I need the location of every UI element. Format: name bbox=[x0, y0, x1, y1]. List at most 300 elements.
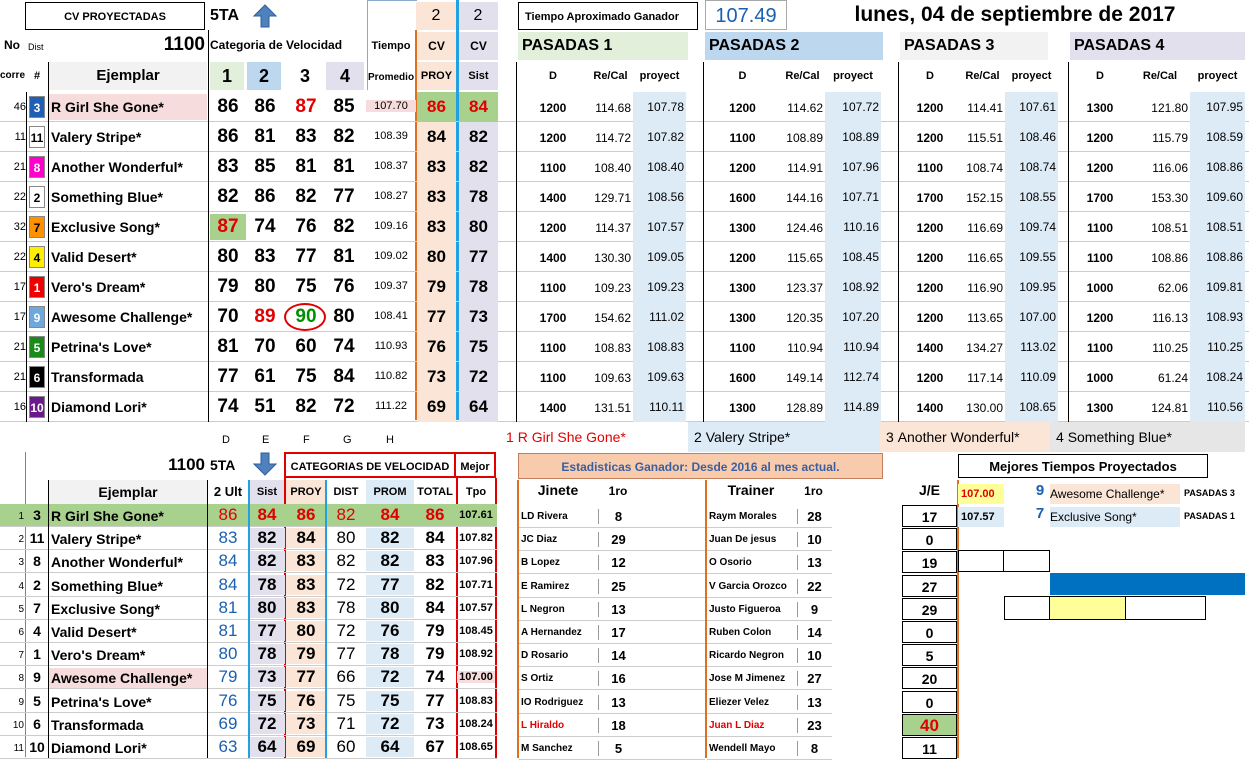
bottom-value-0: 82 bbox=[249, 551, 285, 571]
trainer-name: Raym Morales bbox=[709, 511, 777, 522]
pasada-proyect: 109.05 bbox=[633, 242, 686, 272]
je-value: 17 bbox=[902, 505, 957, 527]
pasada-proyect: 108.40 bbox=[633, 152, 686, 182]
pasadas-3-col-0: D bbox=[926, 70, 934, 82]
pasada-distance: 1600 bbox=[729, 191, 756, 205]
vline bbox=[26, 92, 27, 422]
pasada-recal: 114.62 bbox=[787, 101, 823, 115]
pasada-distance: 1300 bbox=[1086, 401, 1114, 415]
bottom-value-4: 84 bbox=[425, 598, 445, 617]
pasada-recal: 108.51 bbox=[1151, 221, 1188, 235]
row-index: 1 bbox=[18, 511, 24, 522]
trainer-name: Juan De jesus bbox=[709, 534, 777, 545]
horse-name[interactable]: Exclusive Song* bbox=[51, 219, 160, 235]
proy-value: 83 bbox=[417, 152, 456, 182]
pasada-proyect: 107.61 bbox=[1005, 92, 1058, 122]
pasada-distance: 1100 bbox=[539, 341, 567, 355]
cat-3-value: 90 bbox=[295, 306, 317, 327]
trainer-wins: 14 bbox=[797, 625, 831, 640]
horse-name[interactable]: Vero's Dream* bbox=[51, 279, 146, 295]
corre-value: 32 bbox=[13, 221, 26, 233]
pasada-recal: 116.13 bbox=[1152, 311, 1188, 325]
bottom-value-2: 82 bbox=[336, 551, 356, 570]
pasada-distance: 1100 bbox=[729, 131, 756, 145]
cat-4-value: 76 bbox=[333, 276, 355, 297]
cat-1-value: 80 bbox=[217, 246, 239, 267]
pasada-proyect: 110.16 bbox=[825, 212, 881, 242]
pasada-proyect: 110.25 bbox=[1190, 332, 1245, 362]
sist-value: 73 bbox=[459, 302, 498, 332]
pasada-recal: 110.25 bbox=[1152, 341, 1188, 355]
bottom-value-3: 72 bbox=[366, 667, 414, 687]
horse-name[interactable]: R Girl She Gone* bbox=[49, 94, 207, 120]
pasada-proyect: 109.63 bbox=[633, 362, 686, 392]
pasadas-2-col-0: D bbox=[738, 70, 747, 82]
pasada-distance: 1200 bbox=[1086, 311, 1114, 325]
je-header: J/E bbox=[918, 482, 940, 498]
cat-3-value: 75 bbox=[295, 276, 317, 297]
cat-2-value: 86 bbox=[254, 96, 276, 117]
bottom-value-2: 71 bbox=[336, 714, 356, 733]
cv-label-1: CV bbox=[417, 32, 456, 60]
cat-1-value: 79 bbox=[217, 276, 239, 297]
row-index: 6 bbox=[18, 627, 24, 638]
col-letter-f: F bbox=[303, 434, 310, 446]
cat-2-value: 81 bbox=[254, 126, 276, 147]
pasada-recal: 110.94 bbox=[787, 341, 823, 355]
pasada-proyect: 109.55 bbox=[1005, 242, 1058, 272]
best-pas-1: PASADAS 3 bbox=[1184, 488, 1235, 498]
ult2-value: 79 bbox=[218, 667, 238, 686]
pasadas-2-header: PASADAS 2 bbox=[705, 32, 883, 60]
highlight-circle bbox=[284, 303, 326, 331]
post-number: 5 bbox=[33, 693, 41, 709]
vline bbox=[325, 480, 327, 758]
pasada-recal: 113.65 bbox=[967, 311, 1003, 325]
cat-3-value: 77 bbox=[295, 246, 317, 267]
sist-value: 84 bbox=[459, 92, 498, 122]
sist-value: 82 bbox=[459, 122, 498, 152]
mejor-header: Mejor bbox=[456, 452, 496, 478]
pasada-recal: 108.89 bbox=[786, 131, 823, 145]
je-value: 5 bbox=[902, 644, 957, 666]
ult2-header: 2 Ult bbox=[213, 484, 243, 499]
pasadas-4-col-0: D bbox=[1096, 70, 1104, 82]
cat-3-value: 76 bbox=[295, 216, 317, 237]
no-label: No bbox=[4, 38, 20, 52]
corre-value: 22 bbox=[13, 191, 26, 203]
pasada-proyect: 109.60 bbox=[1190, 182, 1245, 212]
cat-1-value: 74 bbox=[217, 396, 239, 417]
jinete-wins: 8 bbox=[598, 509, 638, 524]
horse-name[interactable]: Something Blue* bbox=[51, 189, 164, 205]
pasada-proyect: 110.11 bbox=[633, 392, 686, 422]
bottom-value-1: 73 bbox=[286, 714, 326, 734]
pasada-proyect: 109.74 bbox=[1005, 212, 1058, 242]
best-name-1: Awesome Challenge* bbox=[1050, 484, 1180, 504]
corre-value: 21 bbox=[13, 161, 26, 173]
pasada-proyect: 109.81 bbox=[1190, 272, 1245, 302]
cat-2-value: 83 bbox=[254, 246, 276, 267]
pasada-proyect: 107.20 bbox=[825, 302, 881, 332]
trainer-name: Justo Figueroa bbox=[709, 604, 781, 615]
grid-cell bbox=[1004, 550, 1050, 572]
jinete-name: A Hernandez bbox=[521, 627, 582, 638]
bottom-value-1: 84 bbox=[286, 528, 326, 548]
jinete-name: L Hiraldo bbox=[521, 720, 565, 731]
jinete-name: D Rosario bbox=[521, 650, 569, 661]
row-index: 2 bbox=[18, 534, 24, 545]
proy-value: 80 bbox=[417, 242, 456, 272]
post-number: 9 bbox=[29, 306, 45, 328]
pasada-proyect: 107.82 bbox=[633, 122, 686, 152]
trainer-1ro-header: 1ro bbox=[804, 484, 823, 498]
best-time-1: 107.00 bbox=[958, 484, 1004, 504]
ult2-value: 69 bbox=[218, 714, 238, 733]
bottom-value-4: 67 bbox=[425, 737, 445, 756]
promedio-value: 109.16 bbox=[374, 220, 408, 232]
horse-name[interactable]: Valid Desert* bbox=[51, 624, 137, 640]
row-index: 11 bbox=[13, 743, 24, 754]
categoria-label: Categoria de Velocidad bbox=[210, 38, 343, 52]
cat-4-value: 82 bbox=[333, 126, 355, 147]
promedio-value: 107.70 bbox=[366, 100, 416, 112]
post-number: 8 bbox=[33, 553, 41, 569]
best-times-title: Mejores Tiempos Proyectados bbox=[958, 454, 1208, 478]
cat-1-value: 82 bbox=[217, 186, 239, 207]
stats-title: Estadisticas Ganador: Desde 2016 al mes actual. bbox=[518, 453, 883, 479]
horse-name[interactable]: Petrina's Love* bbox=[51, 339, 152, 355]
horse-name[interactable]: Transformada bbox=[51, 717, 144, 733]
pasada-distance: 1400 bbox=[539, 251, 567, 265]
cat-2-value: 85 bbox=[254, 156, 276, 177]
post-number: 8 bbox=[29, 156, 45, 178]
bottom-value-4: 79 bbox=[425, 621, 445, 640]
mejor-tpo-value: 107.61 bbox=[459, 509, 493, 521]
trainer-name: Ricardo Negron bbox=[709, 650, 785, 661]
je-value: 0 bbox=[902, 528, 957, 550]
post-number: 3 bbox=[33, 507, 41, 523]
horse-name[interactable]: Diamond Lori* bbox=[51, 740, 147, 756]
je-value: 40 bbox=[902, 714, 957, 736]
pasada-distance: 1200 bbox=[539, 221, 567, 235]
pasada-distance: 1400 bbox=[539, 191, 567, 205]
tpo-header: Tpo bbox=[465, 486, 487, 498]
horse-name[interactable]: Diamond Lori* bbox=[51, 399, 147, 415]
ult2-value: 84 bbox=[218, 575, 238, 594]
cat-2-value: 70 bbox=[254, 336, 276, 357]
bottom-value-2: 72 bbox=[336, 575, 356, 594]
pasadas-2-col-2: proyect bbox=[833, 70, 873, 82]
pasada-proyect: 107.78 bbox=[633, 92, 686, 122]
ult2-value: 86 bbox=[218, 505, 238, 524]
jinete-wins: 13 bbox=[598, 602, 638, 617]
promedio-value: 111.22 bbox=[374, 400, 407, 412]
bottom-col-3: PROM bbox=[366, 480, 414, 504]
cat-4-value: 85 bbox=[333, 96, 355, 117]
pasada-recal: 115.79 bbox=[1152, 131, 1188, 145]
pasada-recal: 108.83 bbox=[594, 341, 631, 355]
pasada-recal: 114.91 bbox=[787, 161, 823, 175]
pasadas-1-header: PASADAS 1 bbox=[518, 32, 688, 60]
cat-3-value: 82 bbox=[295, 186, 317, 207]
pasada-proyect: 108.92 bbox=[825, 272, 881, 302]
cat-3-value: 60 bbox=[295, 336, 317, 357]
pasada-proyect: 109.23 bbox=[633, 272, 686, 302]
ult2-value: 63 bbox=[218, 737, 238, 756]
ult2-value: 81 bbox=[218, 598, 238, 617]
horse-name[interactable]: Valid Desert* bbox=[51, 249, 137, 265]
pasada-proyect: 108.55 bbox=[1005, 182, 1058, 212]
corre-value: 17 bbox=[13, 281, 26, 293]
bottom-value-2: 60 bbox=[336, 737, 356, 756]
pasada-proyect: 108.65 bbox=[1005, 392, 1058, 422]
post-number: 2 bbox=[29, 186, 45, 208]
promedio-value: 109.02 bbox=[374, 250, 408, 262]
bottom-col-1: PROY bbox=[286, 480, 326, 504]
pasada-proyect: 107.96 bbox=[825, 152, 881, 182]
cat-2-header: 2 bbox=[247, 62, 281, 90]
pasada-proyect: 108.86 bbox=[1190, 152, 1245, 182]
post-number: 11 bbox=[29, 126, 45, 148]
pasada-distance: 1100 bbox=[539, 371, 567, 385]
arrow-down-icon bbox=[253, 452, 277, 476]
cat-2-value: 61 bbox=[254, 366, 276, 387]
bottom-value-3: 64 bbox=[366, 737, 414, 757]
pasada-recal: 130.00 bbox=[966, 401, 1003, 415]
pasada-recal: 131.51 bbox=[594, 401, 631, 415]
pasada-recal: 149.14 bbox=[786, 371, 823, 385]
post-number: 7 bbox=[33, 600, 41, 616]
pasada-distance: 1700 bbox=[916, 191, 944, 205]
sist-value: 78 bbox=[459, 272, 498, 302]
grid-cell bbox=[1126, 596, 1206, 620]
cat-4-value: 81 bbox=[333, 156, 355, 177]
pasada-proyect: 108.51 bbox=[1190, 212, 1245, 242]
horse-name[interactable]: Vero's Dream* bbox=[51, 647, 146, 663]
bottom-value-1: 80 bbox=[286, 621, 326, 641]
bottom-value-3: 75 bbox=[366, 691, 414, 711]
pasada-distance: 1300 bbox=[729, 401, 756, 415]
trainer-name: Ruben Colon bbox=[709, 627, 772, 638]
trainer-wins: 13 bbox=[797, 555, 831, 570]
sist-value: 82 bbox=[459, 152, 498, 182]
pasada-recal: 115.65 bbox=[787, 251, 823, 265]
pasadas-3-header: PASADAS 3 bbox=[900, 32, 1048, 60]
pasada-distance: 1300 bbox=[729, 281, 756, 295]
trainer-wins: 8 bbox=[797, 741, 831, 756]
bottom-value-1: 86 bbox=[296, 505, 316, 524]
horse-name[interactable]: Exclusive Song* bbox=[51, 601, 160, 617]
proy-value: 86 bbox=[417, 92, 456, 122]
cat-1-value: 87 bbox=[210, 214, 246, 240]
pasada-proyect: 109.95 bbox=[1005, 272, 1058, 302]
corre-value: 16 bbox=[13, 401, 26, 413]
bottom-value-2: 82 bbox=[336, 505, 356, 524]
pasada-distance: 1200 bbox=[916, 221, 944, 235]
bottom-value-2: 77 bbox=[336, 644, 356, 663]
trainer-name: Eliezer Velez bbox=[709, 697, 770, 708]
horse-name[interactable]: Another Wonderful* bbox=[51, 159, 183, 175]
post-number: 10 bbox=[29, 396, 45, 418]
vline bbox=[207, 480, 208, 758]
trainer-wins: 28 bbox=[797, 509, 831, 524]
bottom-value-4: 77 bbox=[425, 691, 445, 710]
sist-value: 72 bbox=[459, 362, 498, 392]
jinete-wins: 18 bbox=[598, 718, 638, 733]
row-index: 10 bbox=[12, 720, 24, 731]
bottom-value-0: 77 bbox=[249, 621, 285, 641]
corre-value: 17 bbox=[13, 311, 26, 323]
jinete-wins: 14 bbox=[598, 648, 638, 663]
horse-name[interactable]: Another Wonderful* bbox=[51, 554, 183, 570]
corre-value: 21 bbox=[13, 371, 26, 383]
pasada-recal: 109.63 bbox=[594, 371, 631, 385]
bottom-value-0: 73 bbox=[249, 667, 285, 687]
hash-label: # bbox=[33, 70, 41, 82]
bottom-value-2: 80 bbox=[336, 528, 356, 547]
pasada-recal: 152.15 bbox=[966, 191, 1003, 205]
row-index: 3 bbox=[18, 557, 24, 568]
promedio-value: 109.37 bbox=[374, 280, 408, 292]
bottom-value-4: 86 bbox=[425, 505, 445, 524]
horse-name[interactable]: Valery Stripe* bbox=[51, 531, 142, 547]
pasada-recal: 115.51 bbox=[967, 131, 1003, 145]
je-value: 19 bbox=[902, 551, 957, 573]
row-index: 8 bbox=[18, 673, 24, 684]
tiempo-label: Tiempo Aproximado Ganador bbox=[518, 2, 698, 30]
pasadas-3-col-1: Re/Cal bbox=[965, 70, 1000, 82]
ult2-value: 76 bbox=[218, 691, 238, 710]
post-number: 9 bbox=[33, 669, 41, 685]
bottom-value-3: 82 bbox=[366, 551, 414, 571]
mejor-tpo-value: 108.24 bbox=[459, 718, 493, 730]
trainer-wins: 23 bbox=[797, 718, 831, 733]
bottom-value-4: 83 bbox=[425, 551, 445, 570]
horse-name[interactable]: Transformada bbox=[51, 369, 144, 385]
horse-name[interactable]: Valery Stripe* bbox=[51, 129, 142, 145]
mejor-tpo-value: 107.57 bbox=[459, 602, 493, 614]
pasada-distance: 1400 bbox=[916, 341, 944, 355]
pasada-proyect: 108.59 bbox=[1190, 122, 1245, 152]
proy-value: 76 bbox=[417, 332, 456, 362]
mejor-tpo-value: 107.82 bbox=[459, 532, 493, 544]
horse-name[interactable]: Awesome Challenge* bbox=[49, 668, 207, 688]
vline bbox=[48, 480, 49, 758]
pasada-distance: 1200 bbox=[916, 371, 944, 385]
pasada-recal: 124.81 bbox=[1151, 401, 1188, 415]
je-value: 29 bbox=[902, 598, 957, 620]
mejor-tpo-value: 107.00 bbox=[457, 671, 495, 683]
cv-num-2: 2 bbox=[458, 2, 498, 30]
cat-4-value: 74 bbox=[333, 336, 355, 357]
grid-cell bbox=[1004, 596, 1050, 620]
mejor-tpo-value: 108.45 bbox=[459, 625, 493, 637]
horse-name[interactable]: Something Blue* bbox=[51, 578, 164, 594]
vline bbox=[703, 62, 704, 422]
pasada-recal: 108.74 bbox=[966, 161, 1003, 175]
jinete-name: IO Rodriguez bbox=[521, 697, 584, 708]
horse-name[interactable]: R Girl She Gone* bbox=[51, 508, 164, 524]
pasada-proyect: 110.94 bbox=[825, 332, 881, 362]
corre-value: 22 bbox=[13, 251, 26, 263]
pasada-distance: 1300 bbox=[729, 221, 756, 235]
corre-value: 11 bbox=[14, 131, 26, 143]
row-index: 5 bbox=[18, 604, 24, 615]
jinete-wins: 12 bbox=[598, 555, 638, 570]
pasadas-3-col-2: proyect bbox=[1011, 70, 1052, 82]
pasada-proyect: 114.89 bbox=[825, 392, 881, 422]
je-value: 0 bbox=[902, 621, 957, 643]
pasada-distance: 1100 bbox=[1086, 341, 1114, 355]
horse-name[interactable]: Awesome Challenge* bbox=[51, 309, 193, 325]
pasada-recal: 116.06 bbox=[1152, 161, 1188, 175]
pasada-recal: 128.89 bbox=[786, 401, 823, 415]
promedio-value: 108.41 bbox=[374, 310, 408, 322]
trainer-wins: 27 bbox=[797, 671, 831, 686]
jinete-name: B Lopez bbox=[521, 557, 560, 568]
post-number: 5 bbox=[29, 336, 45, 358]
post-number: 4 bbox=[29, 246, 45, 268]
promedio-value: 108.27 bbox=[374, 190, 408, 202]
promedio-value: 110.82 bbox=[374, 370, 408, 382]
cat-4-value: 82 bbox=[333, 216, 355, 237]
bottom-ejemplar-header: Ejemplar bbox=[49, 480, 207, 504]
jinete-header: Jinete bbox=[537, 482, 579, 498]
pasada-proyect: 108.74 bbox=[1005, 152, 1058, 182]
pasada-distance: 1100 bbox=[916, 161, 944, 175]
bottom-distance: 1100 bbox=[168, 455, 205, 474]
tiempo-col-label: Tiempo bbox=[371, 40, 411, 52]
horse-name[interactable]: Petrina's Love* bbox=[51, 694, 152, 710]
cat-1-value: 77 bbox=[217, 366, 239, 387]
post-number: 1 bbox=[29, 276, 45, 298]
cat-2-value: 86 bbox=[254, 186, 276, 207]
pasada-recal: 130.30 bbox=[594, 251, 631, 265]
pasada-proyect: 112.74 bbox=[825, 362, 881, 392]
jinete-wins: 13 bbox=[598, 695, 638, 710]
distance: 1100 bbox=[163, 34, 205, 55]
bottom-value-0: 72 bbox=[249, 714, 285, 734]
pasada-proyect: 108.56 bbox=[633, 182, 686, 212]
mejor-tpo-value: 108.92 bbox=[459, 648, 493, 660]
cat-2-value: 51 bbox=[254, 396, 276, 417]
trainer-wins: 10 bbox=[797, 532, 831, 547]
pasada-proyect: 108.24 bbox=[1190, 362, 1245, 392]
pasada-proyect: 113.02 bbox=[1005, 332, 1058, 362]
cat-4-value: 72 bbox=[333, 396, 355, 417]
cat-velocidad-header: CATEGORIAS DE VELOCIDAD bbox=[284, 452, 456, 478]
top4-3: 3 Another Wonderful* bbox=[880, 422, 1050, 452]
post-number: 1 bbox=[33, 646, 41, 662]
je-value: 11 bbox=[902, 737, 957, 759]
bottom-value-3: 72 bbox=[366, 714, 414, 734]
bottom-value-1: 76 bbox=[286, 691, 326, 711]
pasada-proyect: 107.71 bbox=[825, 182, 881, 212]
pasada-proyect: 108.89 bbox=[825, 122, 881, 152]
proy-value: 79 bbox=[417, 272, 456, 302]
post-number: 2 bbox=[33, 577, 41, 593]
best-time-2: 107.57 bbox=[958, 507, 1004, 527]
pasada-proyect: 107.95 bbox=[1190, 92, 1245, 122]
trainer-wins: 13 bbox=[797, 695, 831, 710]
pasada-distance: 1100 bbox=[1086, 251, 1114, 265]
pasada-distance: 1200 bbox=[1086, 161, 1114, 175]
cv-label-2: CV bbox=[459, 32, 498, 60]
je-value: 0 bbox=[902, 691, 957, 713]
pasada-recal: 116.90 bbox=[967, 281, 1003, 295]
cat-1-value: 86 bbox=[217, 96, 239, 117]
